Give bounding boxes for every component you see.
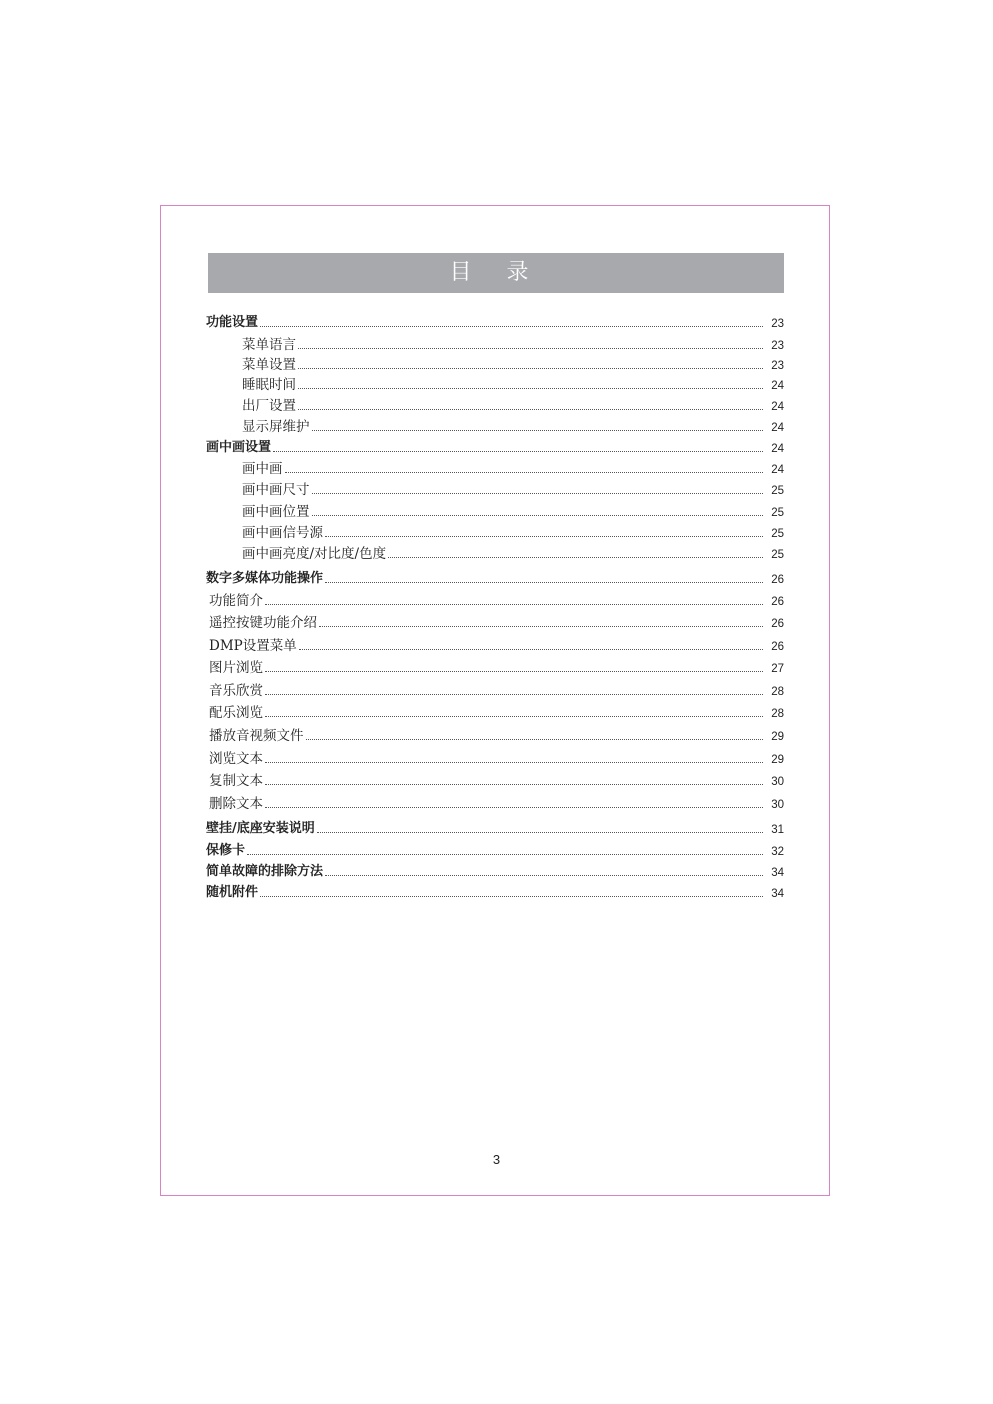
toc-entry[interactable] bbox=[206, 702, 784, 722]
toc-entry-label: 功能设置 bbox=[206, 315, 259, 330]
toc-entry[interactable] bbox=[206, 882, 784, 902]
toc-entry-page: 25 bbox=[771, 485, 784, 497]
toc-entry[interactable] bbox=[206, 416, 784, 436]
page-number: 3 bbox=[492, 1152, 501, 1167]
toc-entry-label: 出厂设置 bbox=[242, 398, 296, 414]
dot-leader bbox=[247, 853, 763, 855]
toc-entry-page: 25 bbox=[771, 549, 784, 561]
toc-entry-page: 28 bbox=[771, 686, 784, 698]
toc-entry[interactable] bbox=[206, 543, 784, 563]
dot-leader bbox=[325, 535, 763, 537]
toc-entry-page: 24 bbox=[771, 401, 784, 413]
dot-leader bbox=[312, 429, 764, 431]
toc-entry[interactable] bbox=[206, 590, 784, 610]
toc-entry-label: 壁挂/底座安装说明 bbox=[206, 821, 315, 836]
toc-entry[interactable] bbox=[206, 770, 784, 790]
toc-entry[interactable] bbox=[206, 612, 784, 632]
dot-leader bbox=[312, 514, 764, 516]
toc-entry[interactable] bbox=[206, 861, 784, 881]
dot-leader bbox=[312, 492, 764, 494]
toc-entry-label: 数字多媒体功能操作 bbox=[206, 571, 324, 586]
dot-leader bbox=[298, 408, 763, 410]
dot-leader bbox=[265, 670, 763, 672]
toc-entry-label: 画中画位置 bbox=[242, 504, 310, 520]
toc-entry[interactable] bbox=[206, 312, 784, 332]
toc-entry-page: 24 bbox=[771, 464, 784, 476]
toc-entry[interactable] bbox=[206, 725, 784, 745]
toc-entry-page: 32 bbox=[771, 846, 784, 858]
toc-entry-label: 播放音视频文件 bbox=[209, 728, 304, 744]
toc-entry-page: 23 bbox=[771, 318, 784, 330]
toc-entry-page: 26 bbox=[771, 618, 784, 630]
toc-entry-label: 睡眠时间 bbox=[242, 377, 296, 393]
toc-entry-page: 30 bbox=[771, 799, 784, 811]
toc-entry[interactable] bbox=[206, 501, 784, 521]
toc-entry-label: 菜单设置 bbox=[242, 357, 296, 373]
dot-leader bbox=[265, 715, 763, 717]
dot-leader bbox=[319, 625, 763, 627]
dot-leader bbox=[298, 367, 763, 369]
dot-leader bbox=[265, 761, 763, 763]
toc-entry-page: 29 bbox=[771, 731, 784, 743]
toc-entry-page: 34 bbox=[771, 867, 784, 879]
toc-entry-label: 图片浏览 bbox=[209, 660, 263, 676]
dot-leader bbox=[325, 581, 763, 583]
toc-entry-page: 26 bbox=[771, 574, 784, 586]
toc-entry[interactable] bbox=[206, 479, 784, 499]
dot-leader bbox=[325, 874, 763, 876]
toc-entry-page: 24 bbox=[771, 380, 784, 392]
toc-entry[interactable] bbox=[206, 395, 784, 415]
toc-entry[interactable] bbox=[206, 657, 784, 677]
dot-leader bbox=[298, 387, 763, 389]
toc-entry-label: 画中画尺寸 bbox=[242, 482, 310, 498]
toc-entry[interactable] bbox=[206, 748, 784, 768]
toc-entry-label: 音乐欣赏 bbox=[209, 683, 263, 699]
toc-entry-page: 24 bbox=[771, 422, 784, 434]
dot-leader bbox=[273, 450, 763, 452]
dot-leader bbox=[299, 648, 763, 650]
toc-entry-label: 画中画设置 bbox=[206, 440, 272, 455]
toc-entry[interactable] bbox=[206, 522, 784, 542]
toc-entry-label: 菜单语言 bbox=[242, 337, 296, 353]
toc-entry[interactable] bbox=[206, 458, 784, 478]
toc-entry-label: 画中画亮度/对比度/色度 bbox=[242, 546, 387, 562]
dot-leader bbox=[265, 603, 763, 605]
toc-entry[interactable] bbox=[206, 354, 784, 374]
dot-leader bbox=[260, 895, 763, 897]
toc-entry[interactable] bbox=[206, 374, 784, 394]
toc-entry-label: 遥控按键功能介绍 bbox=[209, 615, 317, 631]
toc-entry-label: 浏览文本 bbox=[209, 751, 263, 767]
dot-leader bbox=[317, 831, 763, 833]
toc-title: 目 录 bbox=[449, 260, 543, 285]
dot-leader bbox=[298, 347, 763, 349]
toc-entry-page: 23 bbox=[771, 360, 784, 372]
toc-entry-label: 复制文本 bbox=[209, 773, 263, 789]
toc-entry[interactable] bbox=[206, 818, 784, 838]
toc-entry-label: 随机附件 bbox=[206, 885, 259, 900]
toc-entry[interactable] bbox=[206, 680, 784, 700]
dot-leader bbox=[306, 738, 764, 740]
dot-leader bbox=[265, 806, 763, 808]
toc-entry-page: 28 bbox=[771, 708, 784, 720]
toc-entry-label: 画中画 bbox=[242, 461, 283, 477]
toc-entry-page: 25 bbox=[771, 528, 784, 540]
toc-entry-label: 显示屏维护 bbox=[242, 419, 310, 435]
dot-leader bbox=[260, 325, 763, 327]
toc-entry[interactable] bbox=[206, 437, 784, 457]
toc-entry-page: 26 bbox=[771, 641, 784, 653]
dot-leader bbox=[265, 693, 763, 695]
toc-entry[interactable] bbox=[206, 635, 784, 655]
toc-entry-page: 23 bbox=[771, 340, 784, 352]
toc-entry-label: 功能简介 bbox=[209, 593, 263, 609]
toc-entry-label: DMP设置菜单 bbox=[209, 638, 297, 654]
toc-entry-page: 24 bbox=[771, 443, 784, 455]
dot-leader bbox=[388, 556, 763, 558]
toc-entry-label: 简单故障的排除方法 bbox=[206, 864, 324, 879]
toc-entry-page: 31 bbox=[771, 824, 784, 836]
toc-entry[interactable] bbox=[206, 793, 784, 813]
dot-leader bbox=[285, 471, 764, 473]
toc-entry-page: 25 bbox=[771, 507, 784, 519]
toc-entry-label: 配乐浏览 bbox=[209, 705, 263, 721]
dot-leader bbox=[265, 783, 763, 785]
toc-entry-page: 34 bbox=[771, 888, 784, 900]
toc-entry-page: 26 bbox=[771, 596, 784, 608]
toc-entry[interactable] bbox=[206, 334, 784, 354]
toc-entry-page: 29 bbox=[771, 754, 784, 766]
toc-title-bar bbox=[208, 253, 784, 293]
toc-entry-page: 30 bbox=[771, 776, 784, 788]
toc-entry-label: 删除文本 bbox=[209, 796, 263, 812]
toc-entry[interactable] bbox=[206, 568, 784, 588]
toc-entry-label: 保修卡 bbox=[206, 843, 246, 858]
toc-entry-page: 27 bbox=[771, 663, 784, 675]
toc-entry-label: 画中画信号源 bbox=[242, 525, 323, 541]
toc-entry[interactable] bbox=[206, 840, 784, 860]
